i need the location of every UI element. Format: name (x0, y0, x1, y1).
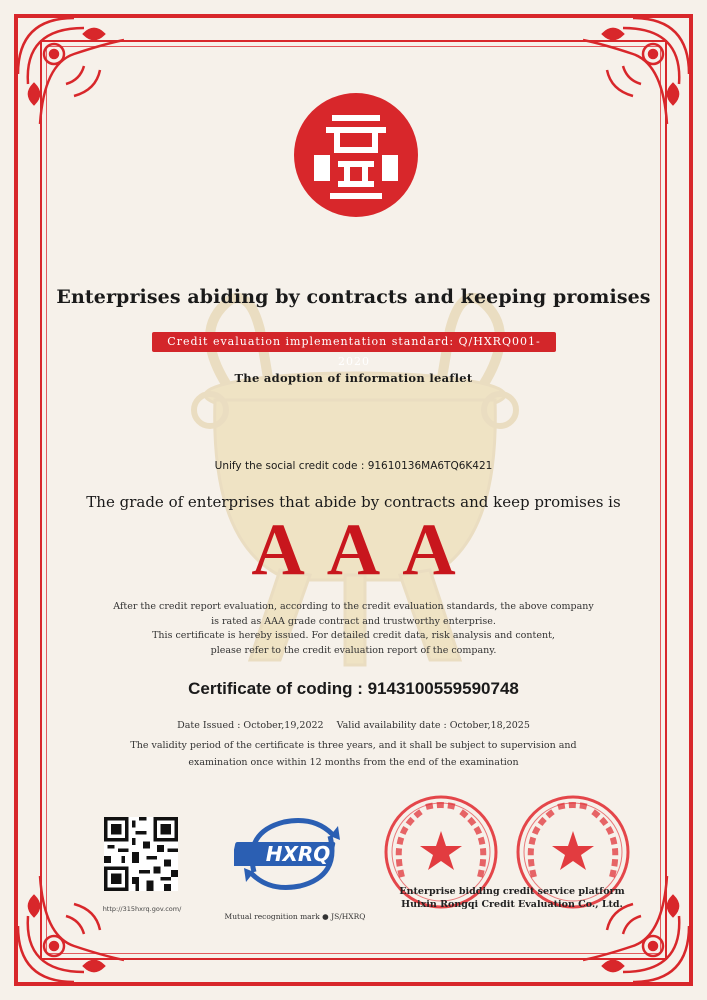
recognition-mark-text: Mutual recognition mark ● JS/HXRQ (224, 912, 366, 921)
evaluation-paragraph (80, 600, 627, 658)
certificate-title: Enterprises abiding by contracts and keeping promises (56, 286, 651, 308)
certificate-coding: Certificate of coding : 9143100559590748 (188, 679, 519, 698)
corner-ornament-icon (14, 14, 134, 134)
validity-line: examination once within 12 months from the end of the examination (188, 757, 519, 768)
validity-paragraph (80, 737, 627, 771)
certificate-subtitle: The adoption of information leaflet (234, 371, 473, 385)
qr-code-icon[interactable] (104, 817, 178, 891)
standard-banner: Credit evaluation implementation standard: Q/HXRQ001-2020 (152, 332, 556, 352)
date-issued: Date Issued : October,19,2022 (177, 720, 324, 731)
grade-rating: AAA (251, 509, 478, 591)
grade-line: The grade of enterprises that abide by contracts and keep promises is (86, 493, 621, 511)
valid-date: Valid availability date : October,18,2025 (336, 720, 530, 731)
corner-ornament-icon (573, 14, 693, 134)
paragraph-line: is rated as AAA grade contract and trustworthy enterprise. (211, 615, 496, 627)
seal-caption-platform: Enterprise bidding credit service platform (399, 886, 625, 897)
seal-caption-company: Huixin Rongqi Credit Evaluation Co., Ltd. (401, 899, 623, 910)
hxrq-emblem-icon (294, 93, 418, 217)
paragraph-line: After the credit report evaluation, according to the credit evaluation standards, the above company (113, 601, 594, 612)
dates-line (40, 720, 667, 731)
social-credit-code: Unify the social credit code : 91610136MA6TQ6K421 (214, 460, 493, 472)
hxrq-logo-icon (234, 812, 350, 896)
paragraph-line: please refer to the credit evaluation report of the company. (210, 644, 497, 656)
paragraph-line: This certificate is hereby issued. For detailed credit data, risk analysis and content, (152, 630, 555, 641)
validity-line: The validity period of the certificate is three years, and it shall be subject to supervision and (130, 740, 577, 751)
qr-url: http://315hxrq.gov.com/ (102, 905, 182, 913)
hxrq-logo-text: HXRQ (265, 842, 331, 866)
